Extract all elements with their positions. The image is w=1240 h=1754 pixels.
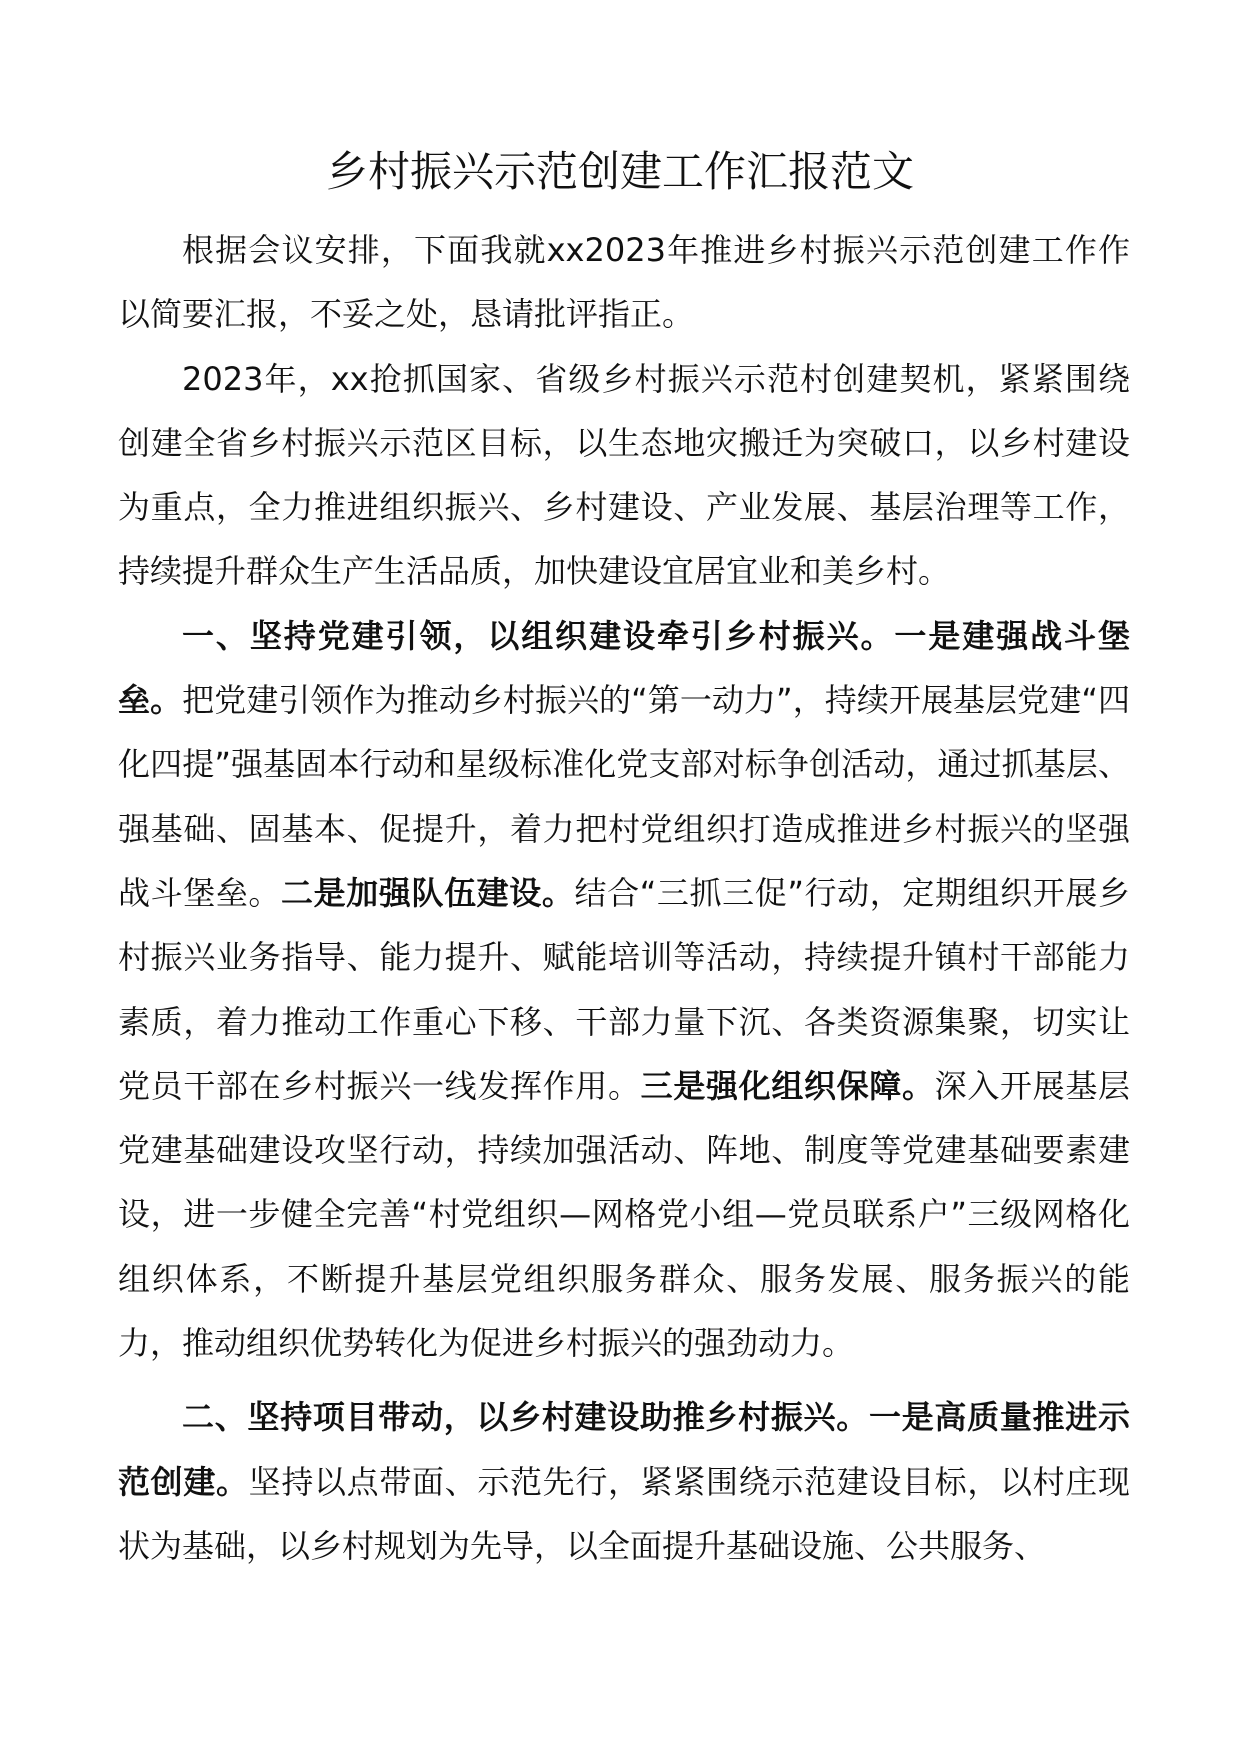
section-2-heading: 二、坚持项目带动，以乡村建设助推乡村振兴。 — [182, 1398, 869, 1437]
document-body — [118, 218, 1130, 1578]
section-2-point-1-text: 坚持以点带面、示范先行，紧紧围绕示范建设目标，以村庄现状为基础，以乡村规划为先导，以全面提升基础设施、公共服务、 — [118, 1462, 1130, 1565]
section-1-point-1-text: 把党建引领作为推动乡村振兴的“第一动力”，持续开展基层党建“四化四提”强基固本行动和星级标准化党支部对标争创活动，通过抓基层、强基础、固基本、促提升，着力把村党组织打造成推进乡村振兴的坚强战斗堡垒。 — [118, 681, 1130, 912]
section-1-heading: 一、坚持党建引领，以组织建设牵引乡村振兴。 — [182, 616, 895, 655]
section-1-point-3-text: 深入开展基层党建基础建设攻坚行动，持续加强活动、阵地、制度等党建基础要素建设，进一步健全完善“村党组织—网格党小组—党员联系户”三级网格化组织体系，不断提升基层党组织服务群众、服务发展、服务振兴的能力，推动组织优势转化为促进乡村振兴的强劲动力。 — [118, 1066, 1130, 1363]
document-title: 乡村振兴示范创建工作汇报范文 — [325, 147, 914, 196]
section-2-point-1-lead: 一是高质量推进示范创建。 — [118, 1398, 1130, 1501]
overview-paragraph: 2023年，xx抢抓国家、省级乡村振兴示范村创建契机，紧紧围绕创建全省乡村振兴示范区目标，以生态地灾搬迁为突破口，以乡村建设为重点，全力推进组织振兴、乡村建设、产业发展、基层治理等工作，持续提升群众生产生活品质，加快建设宜居宜业和美乡村。 — [118, 359, 1130, 591]
section-2-paragraph — [118, 1385, 1130, 1578]
section-1-point-1-lead: 一是建强战斗堡垒。 — [118, 616, 1130, 720]
intro-paragraph: 根据会议安排，下面我就xx2023年推进乡村振兴示范创建工作作以简要汇报，不妥之处，恳请批评指正。 — [118, 231, 1130, 334]
section-1-point-2-lead: 二是加强队伍建设。 — [281, 873, 575, 912]
section-1-point-3-lead: 三是强化组织保障。 — [640, 1066, 935, 1105]
section-1-paragraph — [118, 604, 1130, 1376]
section-1-point-2-text: 结合“三抓三促”行动，定期组织开展乡村振兴业务指导、能力提升、赋能培训等活动，持续提升镇村干部能力素质，着力推动工作重心下移、干部力量下沉、各类资源集聚，切实让党员干部在乡村振兴一线发挥作用。 — [118, 873, 1130, 1105]
